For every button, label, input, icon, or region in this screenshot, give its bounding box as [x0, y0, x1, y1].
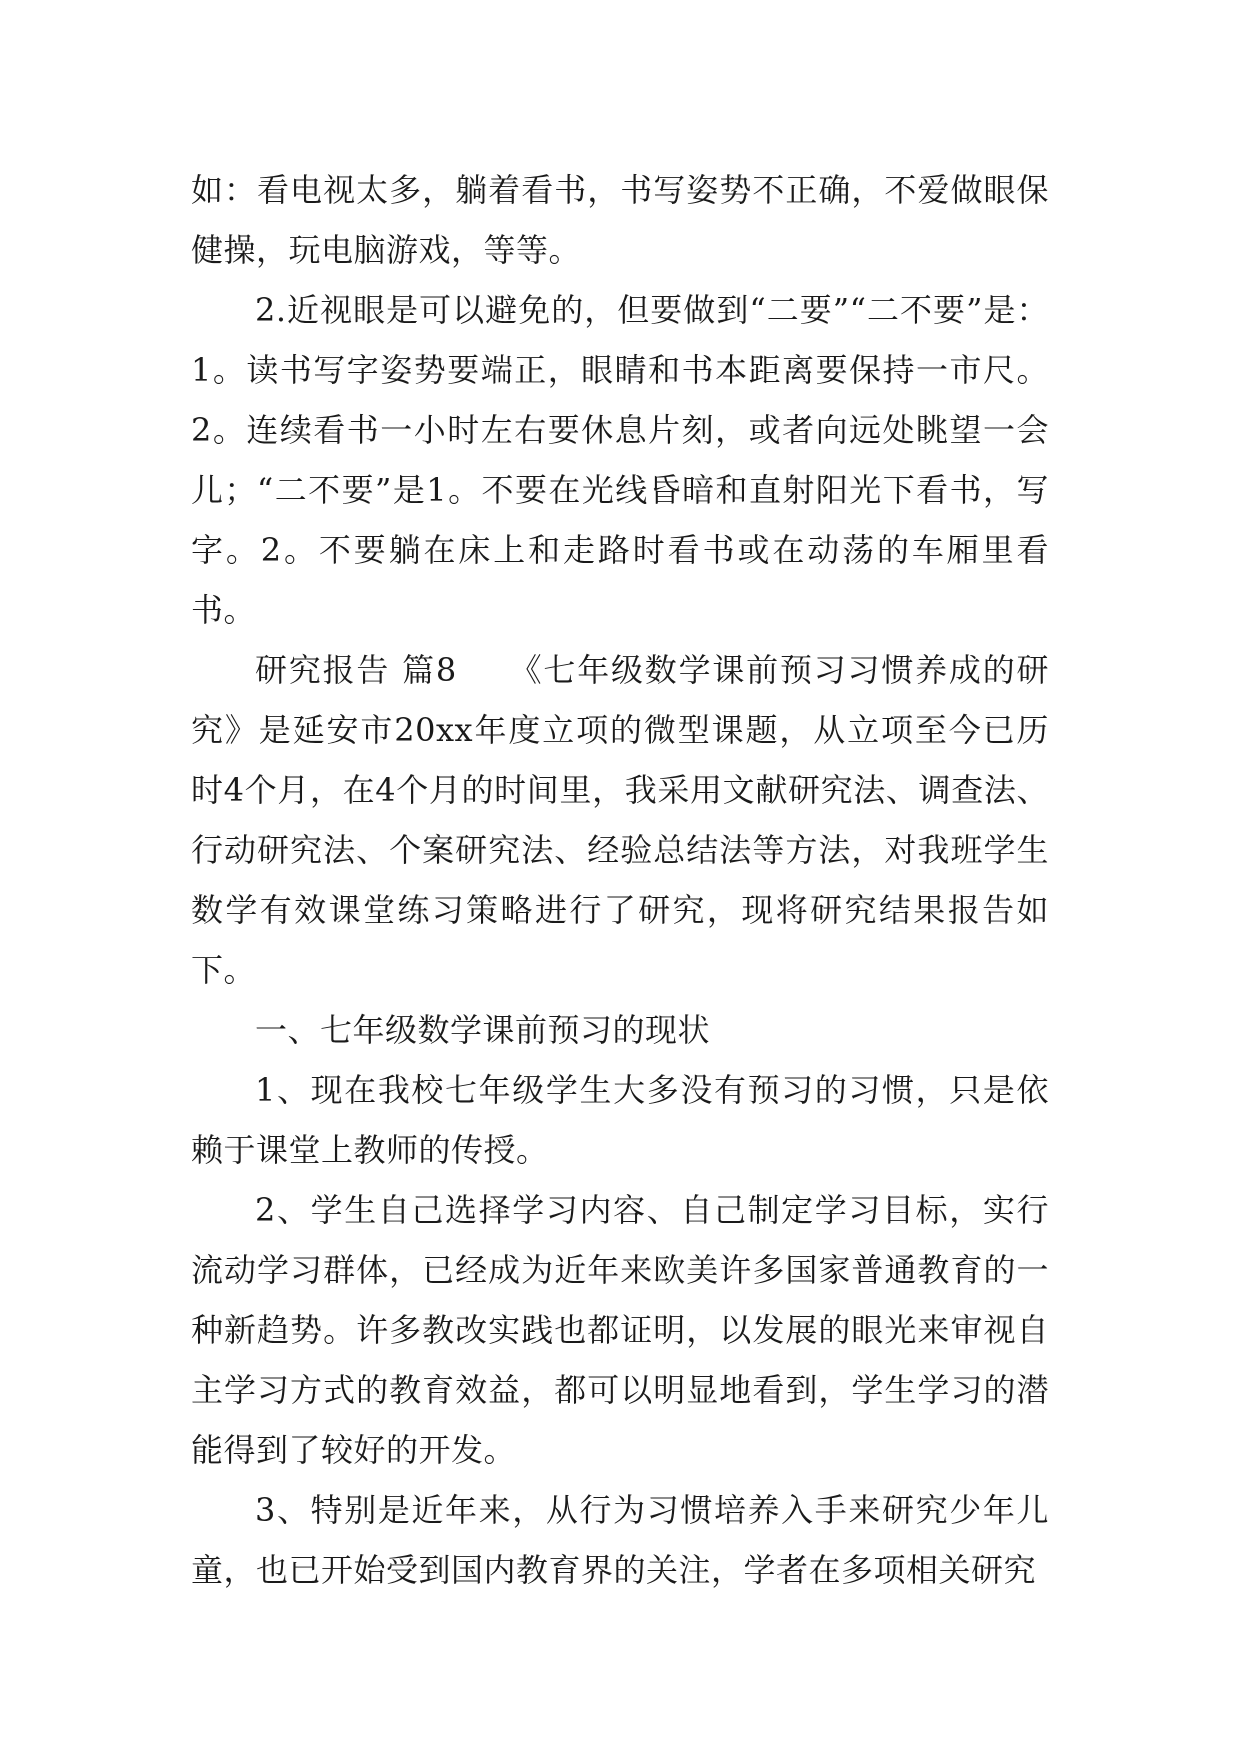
paragraph-2: 2.近视眼是可以避免的，但要做到“二要”“二不要”是：1。读书写字姿势要端正，眼睛和书本距离要保持一市尺。2。连续看书一小时左右要休息片刻，或者向远处眺望一会儿；“二不要”是1。不要在光线昏暗和直射阳光下看书，写字。2。不要躺在床上和走路时看书或在动荡的车厢里看书。 [191, 291, 1049, 629]
paragraph-1: 如：看电视太多，躺着看书，书写姿势不正确，不爱做眼保健操，玩电脑游戏，等等。 [191, 171, 1049, 269]
document-body [191, 160, 1049, 1600]
paragraph-3: 研究报告 篇8 《七年级数学课前预习习惯养成的研究》是延安市20xx年度立项的微型课题，从立项至今已历时4个月，在4个月的时间里，我采用文献研究法、调查法、行动研究法、个案研究法、经验总结法等方法，对我班学生数学有效课堂练习策略进行了研究，现将研究结果报告如下。 [191, 651, 1049, 989]
paragraph-6: 3、特别是近年来，从行为习惯培养入手来研究少年儿童，也已开始受到国内教育界的关注，学者在多项相关研究 [191, 1491, 1049, 1589]
paragraph-5: 2、学生自己选择学习内容、自己制定学习目标，实行流动学习群体，已经成为近年来欧美许多国家普通教育的一种新趋势。许多教改实践也都证明，以发展的眼光来审视自主学习方式的教育效益，都可以明显地看到，学生学习的潜能得到了较好的开发。 [191, 1191, 1049, 1469]
section-heading: 一、七年级数学课前预习的现状 [255, 1011, 711, 1049]
paragraph-4: 1、现在我校七年级学生大多没有预习的习惯，只是依赖于课堂上教师的传授。 [191, 1071, 1049, 1169]
